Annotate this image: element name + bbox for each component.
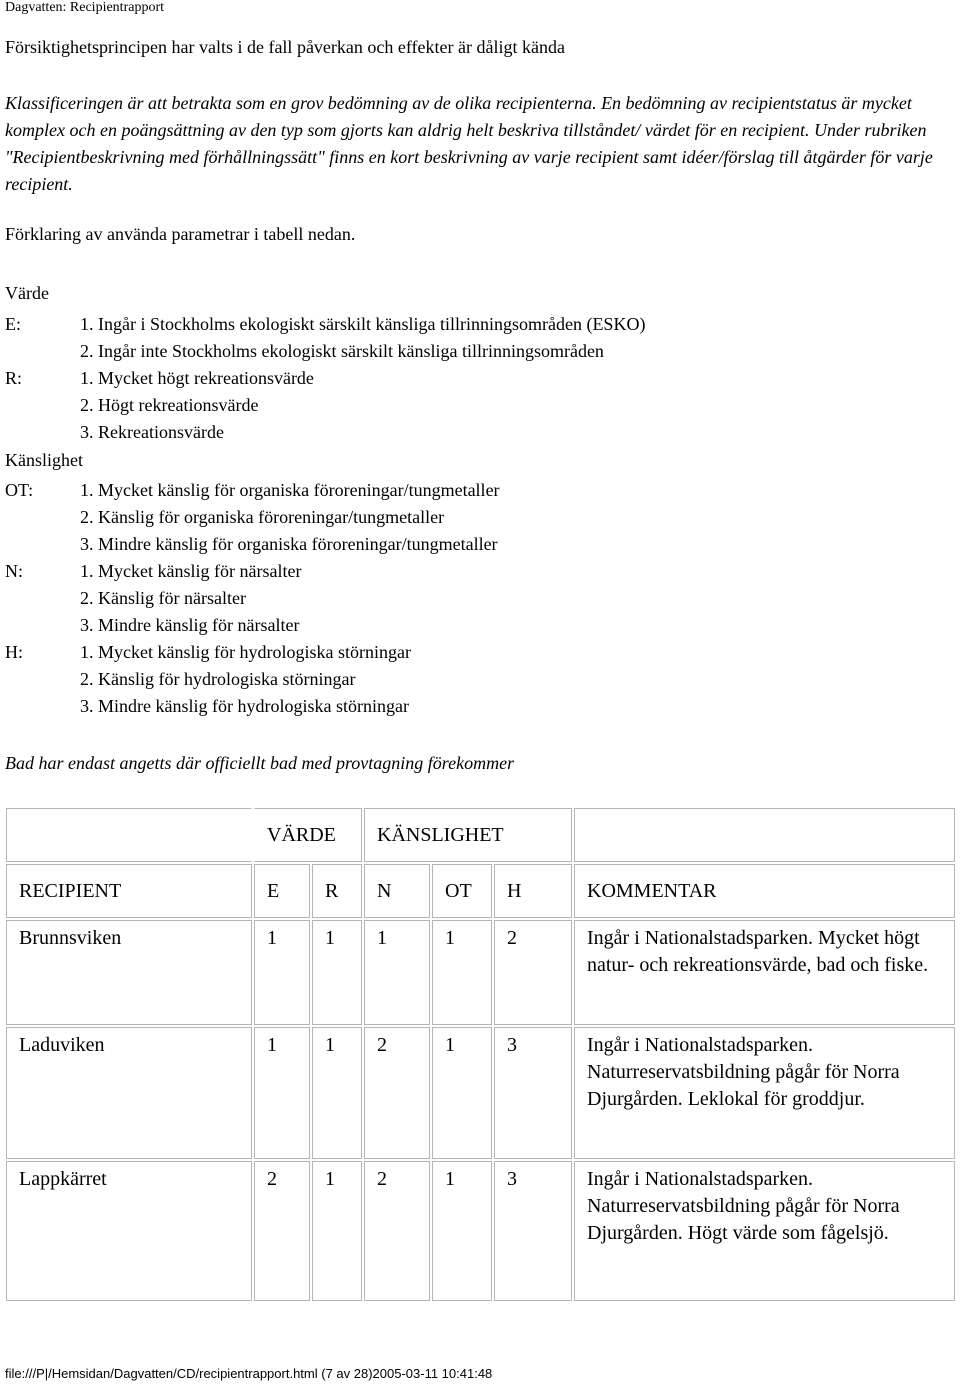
value-r: 1 (312, 1161, 362, 1301)
comment: Ingår i Nationalstadsparken. Naturreservatsbildning pågår för Norra Djurgården. Leklokal för groddjur. (574, 1027, 955, 1159)
legend-key-e: E: (5, 314, 21, 334)
value-ot: 1 (432, 1027, 492, 1159)
precaution-text: Försiktighetsprincipen har valts i de fall påverkan och effekter är dåligt kända (5, 37, 565, 57)
value-heading: Värde (5, 283, 49, 303)
col-header-recipient: RECIPIENT (6, 864, 252, 918)
page-footer-path: file:///P|/Hemsidan/Dagvatten/CD/recipientrapport.html (7 av 28)2005-03-11 10:41:48 (5, 1366, 493, 1381)
group-sensitivity-header: KÄNSLIGHET (364, 808, 572, 862)
legend-e-2: 2. Ingår inte Stockholms ekologiskt särskilt känsliga tillrinningsområden (80, 341, 604, 361)
legend-key-n: N: (5, 561, 23, 581)
col-header-ot: OT (432, 864, 492, 918)
value-e: 2 (254, 1161, 310, 1301)
value-e: 1 (254, 920, 310, 1025)
legend-h-1: 1. Mycket känslig för hydrologiska störningar (80, 642, 411, 662)
legend-r-1: 1. Mycket högt rekreationsvärde (80, 368, 314, 388)
value-ot: 1 (432, 920, 492, 1025)
value-r: 1 (312, 1027, 362, 1159)
col-header-comment: KOMMENTAR (574, 864, 955, 918)
legend-r-2: 2. Högt rekreationsvärde (80, 395, 259, 415)
value-ot: 1 (432, 1161, 492, 1301)
legend-ot-3: 3. Mindre känslig för organiska föroreningar/tungmetaller (80, 534, 498, 554)
classification-text: Klassificeringen är att betrakta som en grov bedömning av de olika recipienterna. En bedömning av recipientstatus är mycket komplex och en poängsättning av den typ som gjorts kan aldrig helt beskriva tillståndet/ värdet för en recipient. Under rubriken "Recipientbeskrivning med förhållningssätt" finns en kort beskrivning av varje recipient samt idéer/förslag till åtgärder för varje recipient. (5, 93, 933, 194)
page-header-title: Dagvatten: Recipientrapport (5, 0, 164, 15)
recipient-table (4, 806, 957, 1303)
empty-cell (574, 808, 955, 862)
col-header-n: N (364, 864, 430, 918)
legend-r-3: 3. Rekreationsvärde (80, 422, 224, 442)
value-e: 1 (254, 1027, 310, 1159)
value-n: 1 (364, 920, 430, 1025)
value-n: 2 (364, 1027, 430, 1159)
col-header-e: E (254, 864, 310, 918)
legend-n-2: 2. Känslig för närsalter (80, 588, 246, 608)
legend-h-2: 2. Känslig för hydrologiska störningar (80, 669, 356, 689)
legend-key-ot: OT: (5, 480, 34, 500)
value-h: 3 (494, 1027, 572, 1159)
bath-note: Bad har endast angetts där officiellt bad med provtagning förekommer (5, 753, 515, 773)
col-header-r: R (312, 864, 362, 918)
parameter-explanation: Förklaring av använda parametrar i tabell nedan. (5, 224, 356, 244)
recipient-name: Brunnsviken (6, 920, 252, 1025)
legend-key-r: R: (5, 368, 23, 388)
sensitivity-heading: Känslighet (5, 450, 83, 470)
table-group-header-row (6, 808, 955, 862)
legend-n-1: 1. Mycket känslig för närsalter (80, 561, 302, 581)
legend-ot-2: 2. Känslig för organiska föroreningar/tungmetaller (80, 507, 445, 527)
value-n: 2 (364, 1161, 430, 1301)
value-r: 1 (312, 920, 362, 1025)
table-row (6, 1027, 955, 1159)
legend-e-1: 1. Ingår i Stockholms ekologiskt särskilt känsliga tillrinningsområden (ESKO) (80, 314, 646, 334)
group-value-header: VÄRDE (254, 808, 362, 862)
value-h: 2 (494, 920, 572, 1025)
comment: Ingår i Nationalstadsparken. Mycket högt natur- och rekreationsvärde, bad och fiske. (574, 920, 955, 1025)
legend-ot-1: 1. Mycket känslig för organiska föroreningar/tungmetaller (80, 480, 500, 500)
legend-key-h: H: (5, 642, 23, 662)
legend-h-3: 3. Mindre känslig för hydrologiska störningar (80, 696, 409, 716)
recipient-name: Laduviken (6, 1027, 252, 1159)
comment: Ingår i Nationalstadsparken. Naturreservatsbildning pågår för Norra Djurgården. Högt värde som fågelsjö. (574, 1161, 955, 1301)
empty-cell (6, 808, 252, 862)
table-column-header-row (6, 864, 955, 918)
recipient-name: Lappkärret (6, 1161, 252, 1301)
legend-n-3: 3. Mindre känslig för närsalter (80, 615, 300, 635)
table-row (6, 920, 955, 1025)
col-header-h: H (494, 864, 572, 918)
value-h: 3 (494, 1161, 572, 1301)
table-row (6, 1161, 955, 1301)
